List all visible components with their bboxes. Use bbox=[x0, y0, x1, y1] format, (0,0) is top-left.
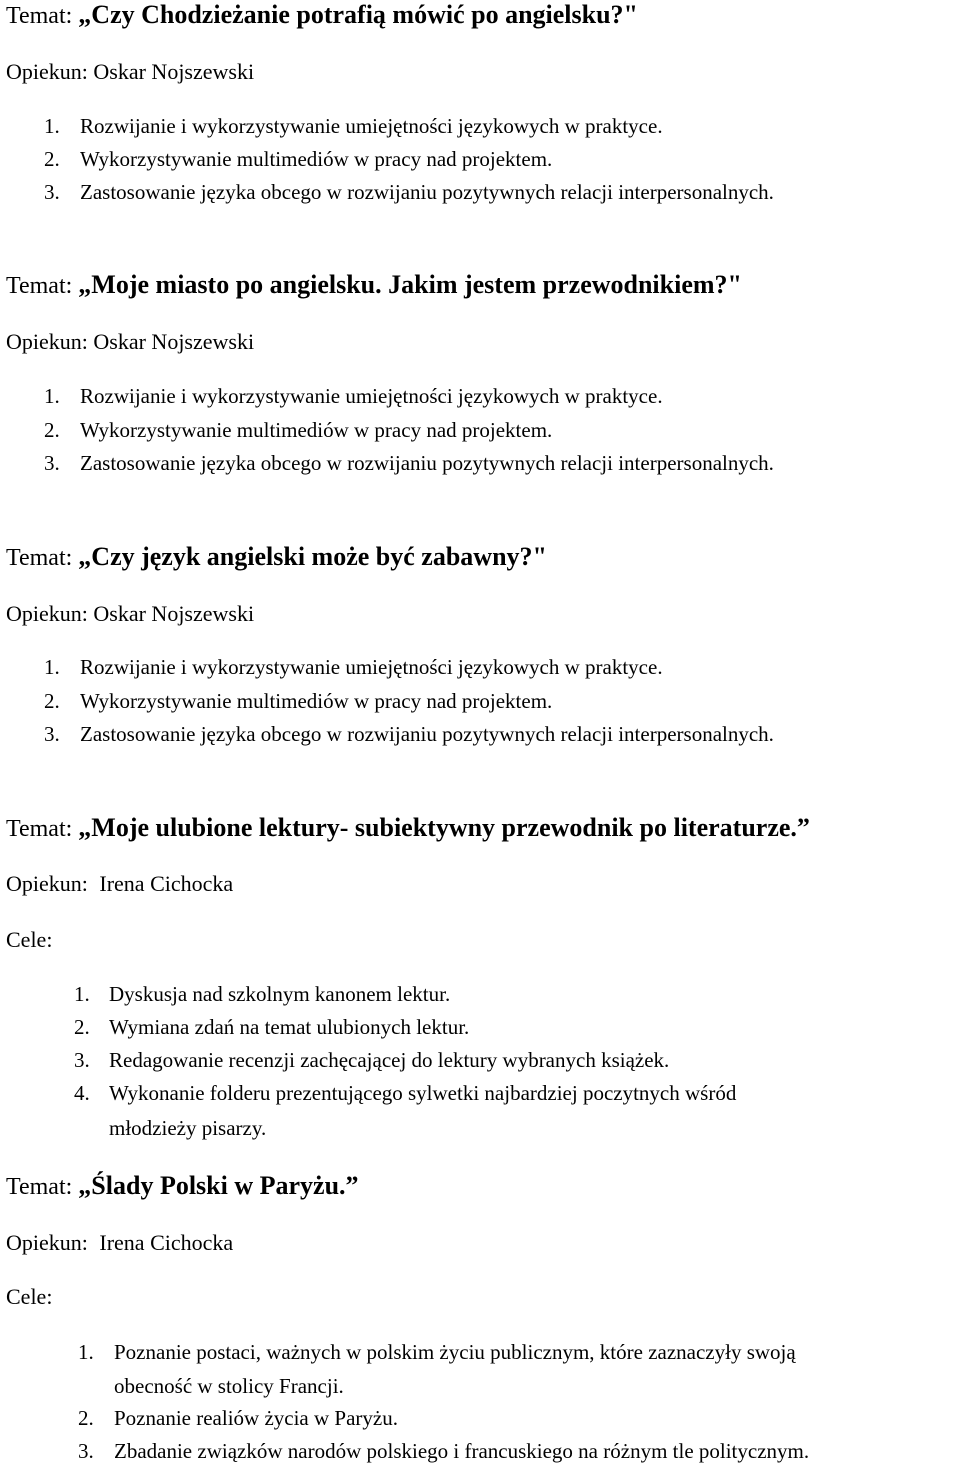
section-1-heading bbox=[6, 2, 638, 28]
list-number: 1. bbox=[44, 655, 60, 679]
section-3-title: „Czy język angielski może być zabawny?" bbox=[78, 542, 547, 571]
opiekun-label: Opiekun: bbox=[6, 1230, 88, 1255]
list-number: 2. bbox=[74, 1015, 90, 1039]
section-5-cele-label: Cele: bbox=[6, 1284, 53, 1309]
list-text: Zastosowanie języka obcego w rozwijaniu pozytywnych relacji interpersonalnych. bbox=[80, 722, 774, 746]
list-text: Rozwijanie i wykorzystywanie umiejętności językowych w praktyce. bbox=[80, 655, 663, 679]
section-1-opiekun bbox=[6, 61, 254, 83]
temat-label: Temat: bbox=[6, 3, 73, 29]
list-item-continuation: obecność w stolicy Francji. bbox=[114, 1374, 344, 1398]
list-number: 1. bbox=[44, 384, 60, 408]
section-4-heading bbox=[6, 815, 810, 841]
list-item-continuation: młodzieży pisarzy. bbox=[109, 1116, 267, 1140]
list-text: Redagowanie recenzji zachęcającej do lektury wybranych książek. bbox=[109, 1048, 670, 1072]
opiekun-name: Oskar Nojszewski bbox=[93, 59, 255, 84]
list-number: 2. bbox=[44, 418, 60, 442]
opiekun-label: Opiekun: bbox=[6, 59, 88, 84]
list-number: 3. bbox=[44, 451, 60, 475]
opiekun-label: Opiekun: bbox=[6, 871, 88, 896]
list-number: 3. bbox=[44, 180, 60, 204]
temat-label: Temat: bbox=[6, 545, 73, 571]
list-text: Wykonanie folderu prezentującego sylwetki najbardziej poczytnych wśród bbox=[109, 1081, 737, 1105]
list-text: Wykorzystywanie multimediów w pracy nad projektem. bbox=[80, 418, 553, 442]
list-text: Rozwijanie i wykorzystywanie umiejętności językowych w praktyce. bbox=[80, 384, 663, 408]
list-text: Wymiana zdań na temat ulubionych lektur. bbox=[109, 1015, 470, 1039]
section-1-title: „Czy Chodzieżanie potrafią mówić po angielsku?" bbox=[78, 0, 638, 29]
list-text: Dyskusja nad szkolnym kanonem lektur. bbox=[109, 982, 451, 1006]
section-5-title: „Ślady Polski w Paryżu.” bbox=[78, 1171, 359, 1200]
list-number: 1. bbox=[78, 1340, 94, 1364]
list-text: Poznanie postaci, ważnych w polskim życiu publicznym, które zaznaczyły swoją bbox=[114, 1340, 796, 1364]
temat-label: Temat: bbox=[6, 816, 73, 842]
opiekun-label: Opiekun: bbox=[6, 601, 88, 626]
section-5-opiekun bbox=[6, 1232, 233, 1254]
list-text: Wykorzystywanie multimediów w pracy nad projektem. bbox=[80, 689, 553, 713]
list-text: Poznanie realiów życia w Paryżu. bbox=[114, 1406, 398, 1430]
section-5-heading bbox=[6, 1173, 359, 1199]
section-2-opiekun bbox=[6, 331, 254, 353]
opiekun-name: Irena Cichocka bbox=[99, 871, 234, 896]
list-number: 1. bbox=[44, 114, 60, 138]
temat-label: Temat: bbox=[6, 273, 73, 299]
section-4-cele-label: Cele: bbox=[6, 927, 53, 952]
section-4-title: „Moje ulubione lektury- subiektywny przewodnik po literaturze.” bbox=[78, 813, 810, 842]
section-3-opiekun bbox=[6, 603, 254, 625]
section-4-opiekun bbox=[6, 873, 233, 895]
list-number: 3. bbox=[44, 722, 60, 746]
list-number: 4. bbox=[74, 1081, 90, 1105]
list-number: 3. bbox=[78, 1439, 94, 1463]
section-3-heading bbox=[6, 544, 547, 570]
list-number: 2. bbox=[78, 1406, 94, 1430]
section-2-heading bbox=[6, 272, 742, 298]
opiekun-label: Opiekun: bbox=[6, 329, 88, 354]
opiekun-name: Irena Cichocka bbox=[99, 1230, 234, 1255]
list-number: 3. bbox=[74, 1048, 90, 1072]
list-number: 2. bbox=[44, 147, 60, 171]
section-2-title: „Moje miasto po angielsku. Jakim jestem przewodnikiem?" bbox=[78, 270, 742, 299]
opiekun-name: Oskar Nojszewski bbox=[93, 601, 255, 626]
list-number: 2. bbox=[44, 689, 60, 713]
list-text: Wykorzystywanie multimediów w pracy nad projektem. bbox=[80, 147, 553, 171]
list-text: Zbadanie związków narodów polskiego i francuskiego na różnym tle politycznym. bbox=[114, 1439, 810, 1463]
list-text: Rozwijanie i wykorzystywanie umiejętności językowych w praktyce. bbox=[80, 114, 663, 138]
opiekun-name: Oskar Nojszewski bbox=[93, 329, 255, 354]
list-text: Zastosowanie języka obcego w rozwijaniu pozytywnych relacji interpersonalnych. bbox=[80, 180, 774, 204]
list-text: Zastosowanie języka obcego w rozwijaniu pozytywnych relacji interpersonalnych. bbox=[80, 451, 774, 475]
list-number: 1. bbox=[74, 982, 90, 1006]
temat-label: Temat: bbox=[6, 1174, 73, 1200]
